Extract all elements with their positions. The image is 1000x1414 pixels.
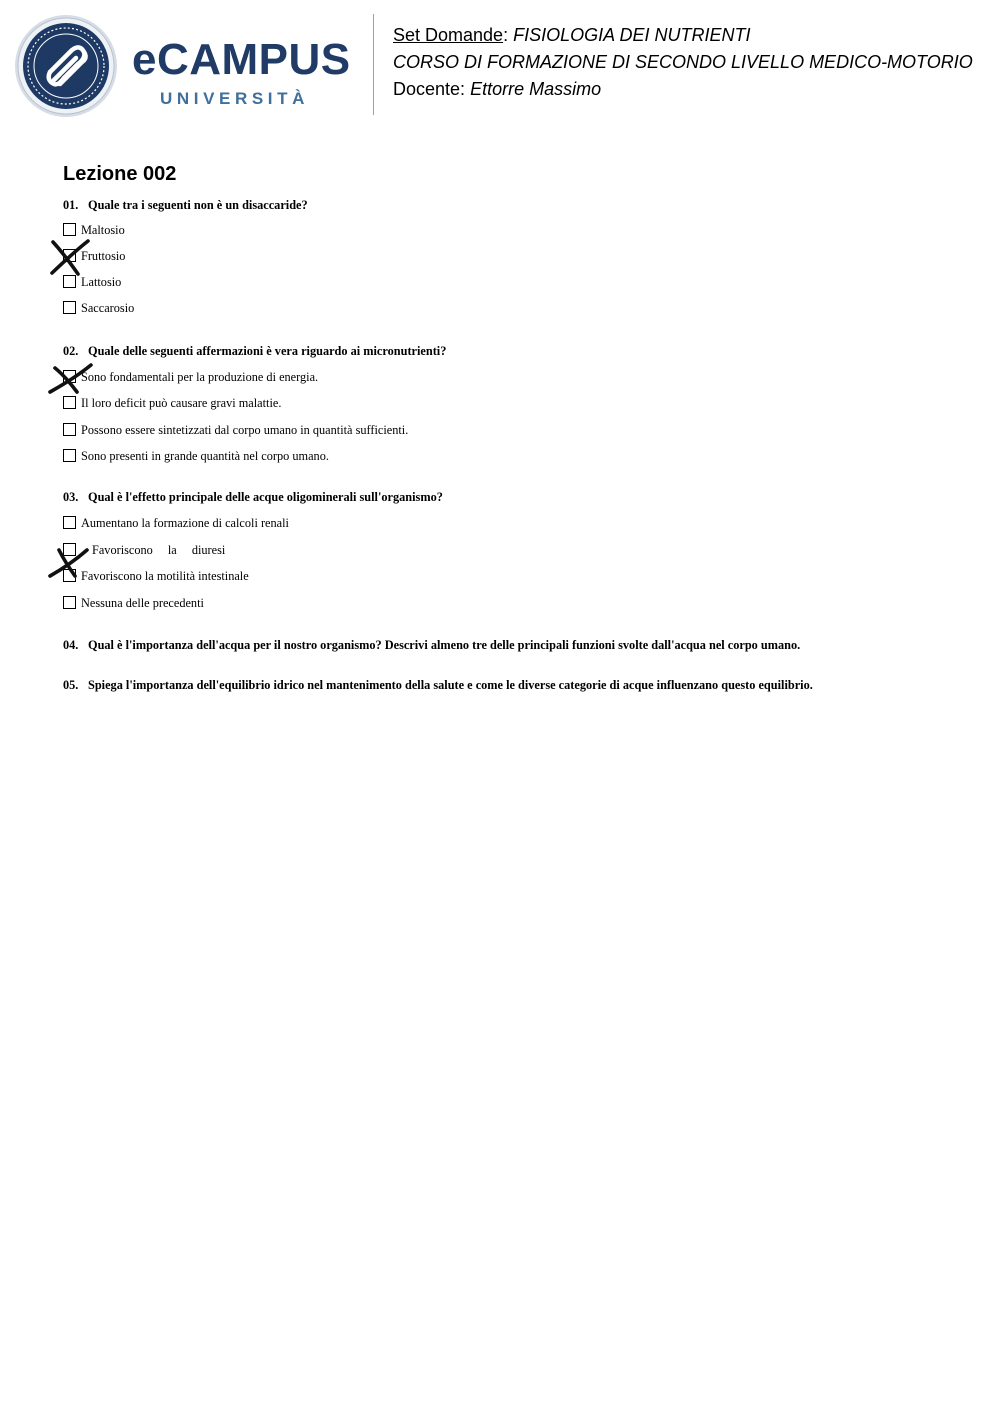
answer-label: Il loro deficit può causare gravi malattie. <box>81 396 282 410</box>
question-text: Quale tra i seguenti non è un disaccaride? <box>88 198 308 212</box>
answer-label: Fruttosio <box>81 249 126 263</box>
teacher-line <box>393 76 998 103</box>
answer-checkbox[interactable] <box>63 223 76 236</box>
question-text: Spiega l'importanza dell'equilibrio idrico nel mantenimento della salute e come le diverse categorie di acque influenzano questo equilibrio. <box>88 678 813 692</box>
header-divider <box>373 14 374 115</box>
answer-label: Nessuna delle precedenti <box>81 596 204 610</box>
answer-label: Maltosio <box>81 223 125 237</box>
question-text: Quale delle seguenti affermazioni è vera riguardo ai micronutrienti? <box>88 344 447 358</box>
set-value: FISIOLOGIA DEI NUTRIENTI <box>513 25 751 45</box>
university-seal-logo <box>14 14 118 118</box>
question-03 <box>63 490 443 505</box>
set-label: Set Domande <box>393 25 504 45</box>
set-separator: : <box>503 25 509 45</box>
answer-checkbox[interactable] <box>63 423 76 436</box>
question-01 <box>63 198 308 213</box>
answer-checkbox[interactable] <box>63 543 76 556</box>
question-number: 02. <box>63 344 79 358</box>
answer-label: Sono fondamentali per la produzione di energia. <box>81 370 319 384</box>
question-04 <box>63 638 800 653</box>
answer-checkbox[interactable] <box>63 249 76 262</box>
answer-label: Lattosio <box>81 275 122 289</box>
teacher-label: Docente: <box>393 79 466 99</box>
answer-label: Aumentano la formazione di calcoli renali <box>81 516 289 530</box>
teacher-name: Ettorre Massimo <box>470 79 602 99</box>
question-05 <box>63 678 813 693</box>
answer-label: Sono presenti in grande quantità nel corpo umano. <box>81 449 329 463</box>
question-number: 05. <box>63 678 79 692</box>
question-number: 04. <box>63 638 79 652</box>
answer-checkbox[interactable] <box>63 396 76 409</box>
answer-checkbox[interactable] <box>63 449 76 462</box>
answer-label: Favoriscono la motilità intestinale <box>81 569 249 583</box>
lesson-title: Lezione 002 <box>63 163 177 185</box>
answer-checkbox[interactable] <box>63 370 76 383</box>
question-text: Qual è l'effetto principale delle acque oligominerali sull'organismo? <box>88 490 443 504</box>
answer-checkbox[interactable] <box>63 301 76 314</box>
ecampus-wordmark: eCAMPUS <box>132 35 351 84</box>
question-number: 01. <box>63 198 79 212</box>
answer-label: Favoriscono la diuresi <box>92 543 226 557</box>
course-title: CORSO DI FORMAZIONE DI SECONDO LIVELLO MEDICO-MOTORIO <box>393 52 973 72</box>
answer-checkbox[interactable] <box>63 275 76 288</box>
set-line <box>393 22 998 49</box>
page-header <box>0 0 1000 130</box>
answer-checkbox[interactable] <box>63 569 76 582</box>
answer-checkbox[interactable] <box>63 596 76 609</box>
question-02 <box>63 344 446 359</box>
header-info <box>393 22 998 103</box>
question-text: Qual è l'importanza dell'acqua per il nostro organismo? Descrivi almeno tre delle principali funzioni svolte dall'acqua nel corpo umano. <box>88 638 801 652</box>
answer-checkbox[interactable] <box>63 516 76 529</box>
question-number: 03. <box>63 490 79 504</box>
answer-label: Possono essere sintetizzati dal corpo umano in quantità sufficienti. <box>81 423 409 437</box>
universita-wordmark: UNIVERSITÀ <box>160 89 309 108</box>
answer-label: Saccarosio <box>81 301 135 315</box>
